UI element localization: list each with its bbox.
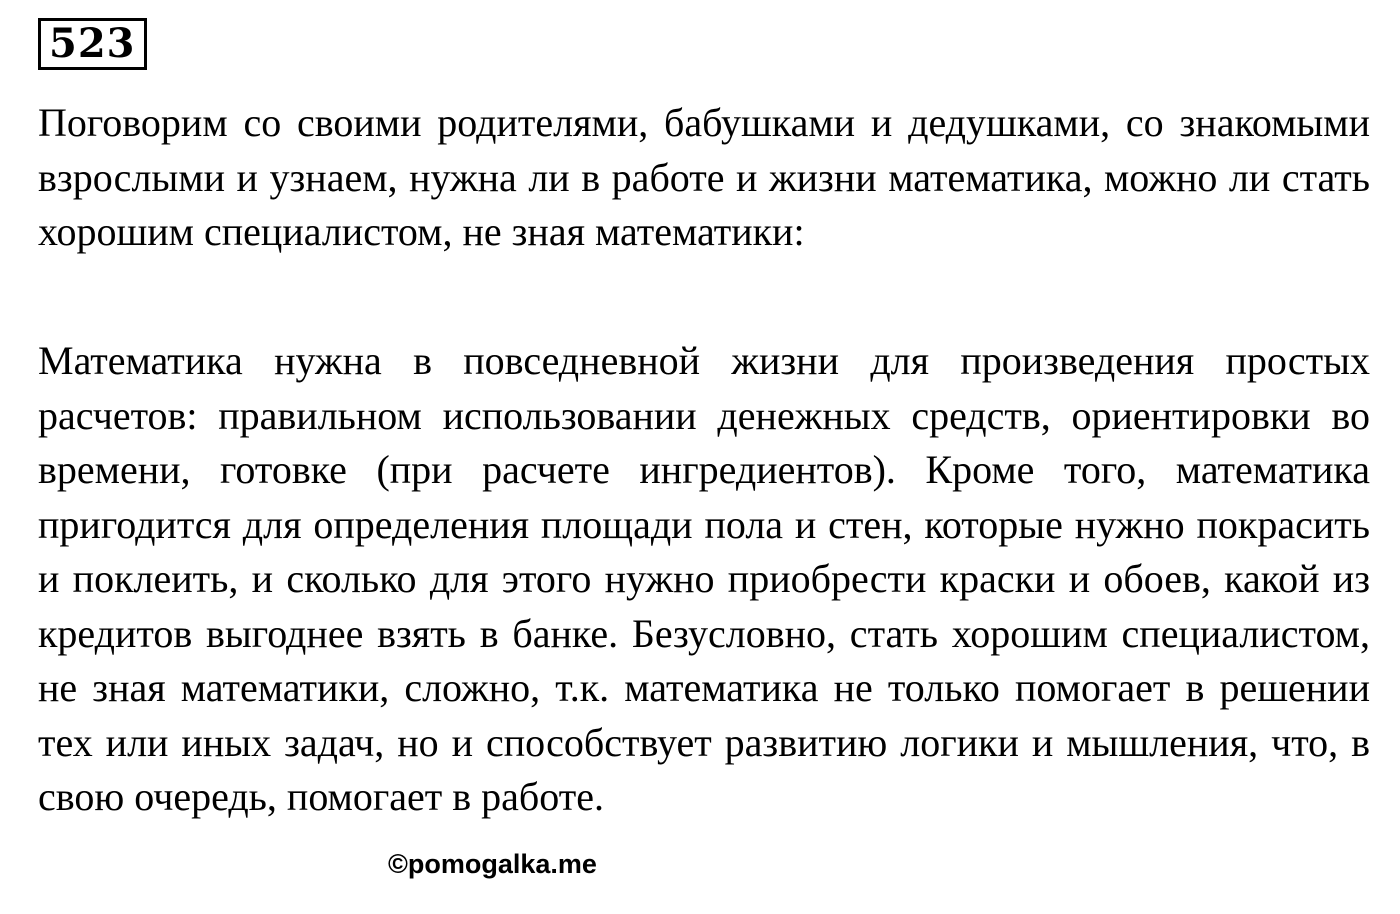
paragraph-question: Поговорим со своими родителями, бабушками и дедушками, со знакомыми взрослыми и узнаем, нужна ли в работе и жизни математика, можно ли стать хорошим специалистом, не зная математики: bbox=[38, 100, 1370, 254]
task-number-badge: 523 bbox=[38, 18, 147, 70]
paragraph-answer: Математика нужна в повседневной жизни для произведения простых расчетов: правильном использовании денежных средств, ориентировки во времени, готовке (при расчете ингредиентов). Кроме того, математика пригодится для определения площади пола и стен, которые нужно покрасить и поклеить, и сколько для этого нужно приобрести краски и обоев, какой из кредитов выгоднее взять в банке. Безусловно, стать хорошим специалистом, не зная математики, сложно, т.к. математика не только помогает в решении тех или иных задач, но и способствует развитию логики и мышления, что, в свою очередь, помогает в работе. bbox=[38, 338, 1370, 819]
watermark: ©pomogalka.me bbox=[388, 849, 597, 879]
